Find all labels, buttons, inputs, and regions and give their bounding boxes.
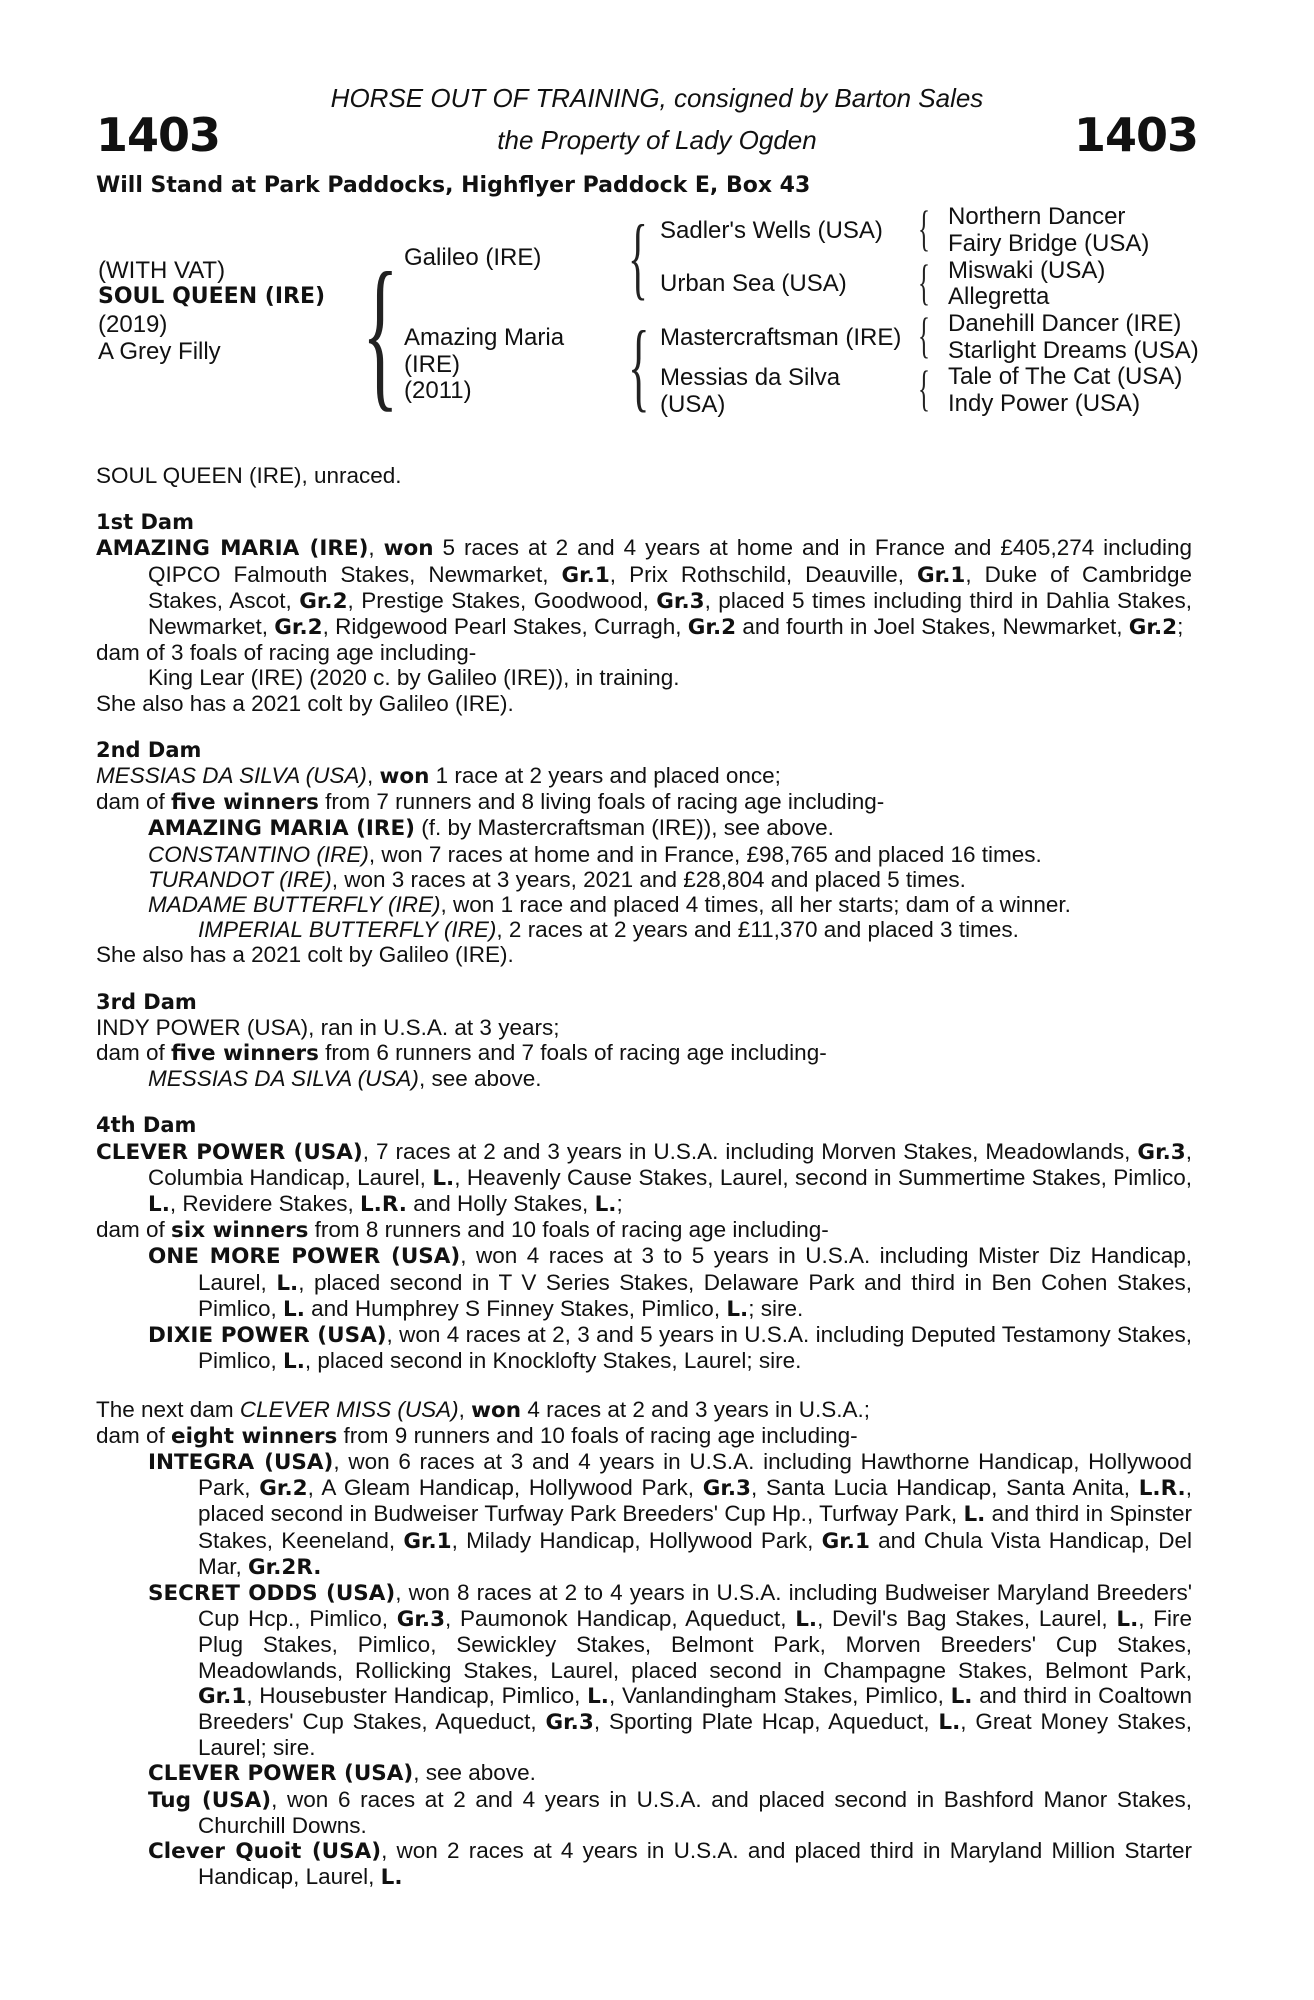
produce-item (96, 917, 1192, 942)
winners-count: five winners (171, 790, 319, 816)
won-label: won (383, 536, 434, 562)
fourth-dam-produce-line (96, 1217, 1192, 1243)
text: , won 4 races at 2, 3 and 5 years in U.S.A. including Deputed Testamony Stakes, Pimlico, (198, 1322, 1192, 1374)
text: 4 races at 2 and 3 years in U.S.A.; (521, 1396, 871, 1422)
horse-name: SOUL QUEEN (IRE) (98, 284, 326, 309)
brace-generation-1: { (362, 238, 399, 426)
text: , won 6 races at 3 and 4 years in U.S.A. including Hawthorne Handicap, Hollywood Park, (198, 1448, 1192, 1501)
grade: Gr.3 (1137, 1139, 1186, 1165)
catalogue-body (96, 463, 1192, 1890)
text: from 6 runners and 7 foals of racing age including- (318, 1040, 827, 1066)
text: , see above. (413, 1760, 536, 1786)
produce-item (96, 1066, 1192, 1091)
grade: Gr.1 (198, 1683, 247, 1709)
text: , won 8 races at 2 to 4 years in U.S.A. including Budweiser Maryland Breeders' Cup Hcp., Pimlico, (198, 1579, 1192, 1632)
text: , Sporting Plate Hcap, Aqueduct, (593, 1708, 939, 1734)
text: and third in Spinster Stakes, Keeneland, (198, 1501, 1192, 1553)
text: 5 races at 2 and 4 years at home and in France and £405,274 including QIPCO Falmouth Stakes, Newmarket, (148, 535, 1192, 587)
produce-item (96, 815, 1192, 841)
text: , Heavenly Cause Stakes, Laurel, second in Summertime Stakes, Pimlico, (454, 1164, 1192, 1190)
produce-name: TURANDOT (IRE) (148, 866, 332, 892)
grade: L. (283, 1296, 305, 1322)
produce-item (96, 1787, 1192, 1838)
text: , Great Money Stakes, Laurel; sire. (198, 1708, 1192, 1761)
grade: Gr.1 (561, 562, 610, 588)
grade: Gr.3 (702, 1476, 752, 1502)
text: ; (1177, 614, 1184, 640)
third-dam-produce-line (96, 1040, 1192, 1066)
text: , won 2 races at 4 years in U.S.A. and placed third in Maryland Million Starter Handicap, Laurel, (198, 1837, 1193, 1890)
text: , won 7 races at home and in France, £98,765 and placed 16 times. (368, 841, 1042, 867)
second-dam-line: MESSIAS DA SILVA (USA), won 1 race at 2 years and placed once; (96, 763, 781, 790)
produce-name: DIXIE POWER (USA) (148, 1323, 387, 1349)
grade: Gr.1 (917, 562, 966, 588)
horse-year: (2019) (98, 311, 168, 338)
text: dam of (96, 789, 172, 815)
consignment-line: HORSE OUT OF TRAINING, consigned by Barton Sales (330, 83, 984, 113)
text: , placed second in T V Series Stakes, Delaware Park and third in Ben Cohen Stakes, Pimlico, (198, 1269, 1192, 1321)
grade: L. (432, 1165, 455, 1191)
text: , Housebuster Handicap, Pimlico, (246, 1682, 588, 1708)
dam-name-line1: Amazing Maria (404, 324, 565, 351)
produce-name: Clever Quoit (USA) (148, 1838, 382, 1864)
produce-name: SECRET ODDS (USA) (148, 1580, 396, 1606)
text: from 9 runners and 10 foals of racing age including- (337, 1422, 858, 1448)
brace-dam-side: { (628, 310, 650, 421)
grade: L. (594, 1192, 617, 1218)
brace-ss: { (918, 200, 930, 256)
brace-sd: { (918, 254, 930, 310)
produce-name: Tug (USA) (148, 1787, 272, 1813)
fourth-dam-name: CLEVER POWER (USA) (96, 1139, 363, 1165)
produce-name: IMPERIAL BUTTERFLY (IRE) (198, 917, 497, 943)
third-dam-line: INDY POWER (USA), ran in U.S.A. at 3 years; (96, 1014, 560, 1040)
text: , Columbia Handicap, Laurel, (148, 1138, 1192, 1190)
produce-item (96, 1243, 1192, 1322)
grade: Gr.3 (396, 1607, 446, 1633)
grade: L. (148, 1192, 170, 1218)
text: , Milady Handicap, Hollywood Park, (451, 1527, 822, 1553)
dam-sire: Mastercraftsman (IRE) (660, 324, 902, 351)
text: dam of (96, 1422, 172, 1448)
grade: Gr.1 (403, 1528, 452, 1554)
text: from 8 runners and 10 foals of racing age including- (308, 1217, 829, 1243)
text: , 7 races at 2 and 3 years in U.S.A. including Morven Stakes, Meadowlands, (362, 1138, 1138, 1164)
produce-item (96, 1449, 1192, 1580)
stand-location: Will Stand at Park Paddocks, Highflyer Paddock E, Box 43 (96, 173, 811, 198)
text: , Devil's Bag Stakes, Laurel, (817, 1606, 1117, 1632)
text: 1 race at 2 years and placed once; (429, 763, 781, 789)
winners-count: five winners (171, 1041, 319, 1067)
produce-item (96, 1838, 1192, 1890)
text: , Vanlandingham Stakes, Pimlico, (608, 1682, 951, 1708)
grade: Gr.2 (299, 588, 348, 614)
first-dam-produce-item: King Lear (IRE) (2020 c. by Galileo (IRE)), in training. (148, 665, 680, 691)
text: and Holly Stakes, (406, 1191, 595, 1217)
sd-sire: Miswaki (USA) (948, 257, 1106, 284)
grade: L. (276, 1270, 299, 1296)
dam-dam-line2: (USA) (660, 391, 726, 418)
first-dam-paragraph: AMAZING MARIA (IRE), won 5 races at 2 and 4 years at home and in France and £405,274 including QIPCO Falmouth Stakes, Newmarket, Gr.1, Prix Rothschild, Deauville, Gr.1, Duke of Cambridge Stakes, Ascot, Gr.2, Prestige Stakes, Goodwood, Gr.3, placed 5 times including third in Dahlia Stakes, Newmarket, Gr.2, Ridgewood Pearl Stakes, Curragh, Gr.2 and fourth in Joel Stakes, Newmarket, Gr.2; (96, 535, 1193, 641)
spacer (96, 1375, 1192, 1397)
text: , won 1 race and placed 4 times, all her starts; dam of a winner. (440, 892, 1071, 918)
text: , won 6 races at 2 and 4 years in U.S.A. and placed second in Bashford Manor Stakes, Churchill Downs. (198, 1786, 1192, 1838)
sire-sire: Sadler's Wells (USA) (660, 217, 883, 244)
grade: L.R. (359, 1192, 407, 1218)
horse-description: A Grey Filly (98, 338, 221, 365)
dam-dam-line1: Messias da Silva (660, 364, 841, 391)
produce-item (96, 1322, 1192, 1374)
produce-name: CLEVER POWER (USA) (148, 1761, 414, 1787)
winners-count: eight winners (171, 1423, 338, 1449)
grade: Gr.3 (656, 588, 705, 614)
grade: L. (963, 1502, 986, 1528)
text: and fourth in Joel Stakes, Newmarket, (736, 614, 1129, 640)
text: , placed 5 times including third in Dahlia Stakes, Newmarket, (148, 587, 1192, 640)
property-line: the Property of Lady Ogden (497, 125, 817, 155)
grade: L. (726, 1296, 749, 1322)
ss-sire: Northern Dancer (948, 203, 1126, 230)
next-dam-line: The next dam CLEVER MISS (USA), won 4 races at 2 and 3 years in U.S.A.; (96, 1396, 871, 1423)
text: (f. by Mastercraftsman (IRE)), see above. (415, 815, 834, 841)
grade: Gr.2 (687, 615, 737, 641)
text: ; sire. (748, 1295, 804, 1321)
grade: Gr.1 (821, 1528, 870, 1554)
text: , Prix Rothschild, Deauville, (609, 561, 918, 587)
produce-name: MESSIAS DA SILVA (USA) (148, 1066, 419, 1092)
text: , Revidere Stakes, (169, 1191, 360, 1217)
produce-item (96, 892, 1192, 917)
first-dam-name: AMAZING MARIA (IRE) (96, 536, 369, 562)
next-dam-produce-line (96, 1423, 1192, 1449)
text: , Prestige Stakes, Goodwood, (347, 587, 657, 613)
first-dam-produce-line: dam of 3 foals of racing age including- (96, 640, 477, 666)
text: , A Gleam Handicap, Hollywood Park, (307, 1475, 703, 1501)
produce-item (96, 1580, 1192, 1760)
produce-name: AMAZING MARIA (IRE) (148, 816, 415, 842)
text: , Fire Plug Stakes, Pimlico, Sewickley Stakes, Belmont Park, Morven Breeders' Cup Stakes, Meadowlands, Rollicking Stakes, Laurel, placed second in Champagne Stakes, Belmont Park, (198, 1606, 1192, 1683)
sd-dam: Allegretta (948, 283, 1050, 310)
brace-sire-side: { (628, 206, 648, 308)
grade: Gr.2 (1128, 615, 1178, 641)
grade: Gr.2 (259, 1476, 308, 1502)
second-dam-name: MESSIAS DA SILVA (USA) (96, 763, 367, 789)
sire-dam: Urban Sea (USA) (660, 270, 847, 297)
produce-item (96, 867, 1192, 892)
text: , placed second in Budweiser Turfway Park Breeders' Cup Hp., Turfway Park, (198, 1475, 1192, 1527)
ss-dam: Fairy Bridge (USA) (948, 230, 1150, 257)
first-dam-also: She also has a 2021 colt by Galileo (IRE). (96, 690, 514, 716)
brace-dd: { (918, 360, 930, 416)
text: , 2 races at 2 years and £11,370 and placed 3 times. (496, 917, 1019, 943)
text: , won 4 races at 3 to 5 years in U.S.A. including Mister Diz Handicap, Laurel, (198, 1243, 1192, 1295)
produce-name: INTEGRA (USA) (148, 1449, 334, 1475)
dd-dam: Indy Power (USA) (948, 390, 1141, 417)
produce-item (96, 1760, 1192, 1786)
fourth-dam-heading: 4th Dam (96, 1113, 197, 1138)
text: and third in Coaltown Breeders' Cup Stakes, Aqueduct, (198, 1682, 1192, 1734)
dam-name-line2: (IRE) (404, 351, 460, 378)
won-label: won (471, 1397, 522, 1423)
produce-item (96, 842, 1192, 867)
ds-dam: Starlight Dreams (USA) (948, 337, 1199, 364)
text: , Duke of Cambridge Stakes, Ascot, (148, 561, 1193, 613)
text: , won 3 races at 3 years, 2021 and £28,804 and placed 5 times. (331, 866, 966, 892)
text: , Santa Lucia Handicap, Santa Anita, (751, 1475, 1139, 1501)
second-dam-produce-line (96, 789, 1192, 815)
produce-name: ONE MORE POWER (USA) (148, 1244, 461, 1270)
grade: L. (795, 1607, 818, 1633)
third-dam-heading: 3rd Dam (96, 989, 197, 1014)
text: , Paumonok Handicap, Aqueduct, (445, 1606, 796, 1632)
ds-sire: Danehill Dancer (IRE) (948, 310, 1182, 337)
grade: L. (587, 1683, 609, 1709)
vat-note: (WITH VAT) (98, 257, 226, 284)
text: from 7 runners and 8 living foals of racing age including- (318, 789, 885, 815)
grade: L.R. (1138, 1476, 1186, 1502)
fourth-dam-paragraph (96, 1139, 1192, 1218)
grade: L. (283, 1349, 305, 1375)
text: , see above. (418, 1066, 542, 1092)
next-dam-name: CLEVER MISS (USA) (239, 1396, 459, 1422)
produce-name: CONSTANTINO (IRE) (148, 841, 369, 867)
grade: L. (380, 1865, 403, 1891)
text: , placed second in Knocklofty Stakes, Laurel; sire. (304, 1348, 802, 1374)
grade: L. (938, 1709, 961, 1735)
lot-number-right: 1403 (1073, 108, 1198, 162)
text: , Ridgewood Pearl Stakes, Curragh, (322, 614, 688, 640)
lot-number-left: 1403 (96, 108, 221, 162)
grade: L. (1116, 1607, 1139, 1633)
winners-count: six winners (171, 1218, 309, 1244)
second-dam-also: She also has a 2021 colt by Galileo (IRE). (96, 942, 514, 968)
produce-name: MADAME BUTTERFLY (IRE) (148, 892, 441, 918)
won-label: won (379, 764, 430, 790)
text: and Humphrey S Finney Stakes, Pimlico, (304, 1295, 727, 1321)
text: dam of (96, 1040, 172, 1066)
grade: Gr.2 (274, 615, 323, 641)
dam-year: (2011) (404, 377, 472, 404)
brace-ds: { (918, 307, 930, 363)
grade: Gr.3 (545, 1709, 594, 1735)
text: dam of (96, 1217, 172, 1243)
text: ; (616, 1191, 623, 1217)
dd-sire: Tale of The Cat (USA) (948, 363, 1183, 390)
second-dam-heading: 2nd Dam (96, 737, 202, 762)
grade: Gr.2R. (248, 1554, 322, 1580)
text: The next dam (96, 1396, 240, 1422)
text: and Chula Vista Handicap, Del Mar, (198, 1527, 1193, 1579)
sire-name: Galileo (IRE) (404, 244, 542, 271)
first-dam-heading: 1st Dam (96, 510, 194, 535)
grade: L. (950, 1683, 973, 1709)
intro-line: SOUL QUEEN (IRE), unraced. (96, 463, 402, 488)
